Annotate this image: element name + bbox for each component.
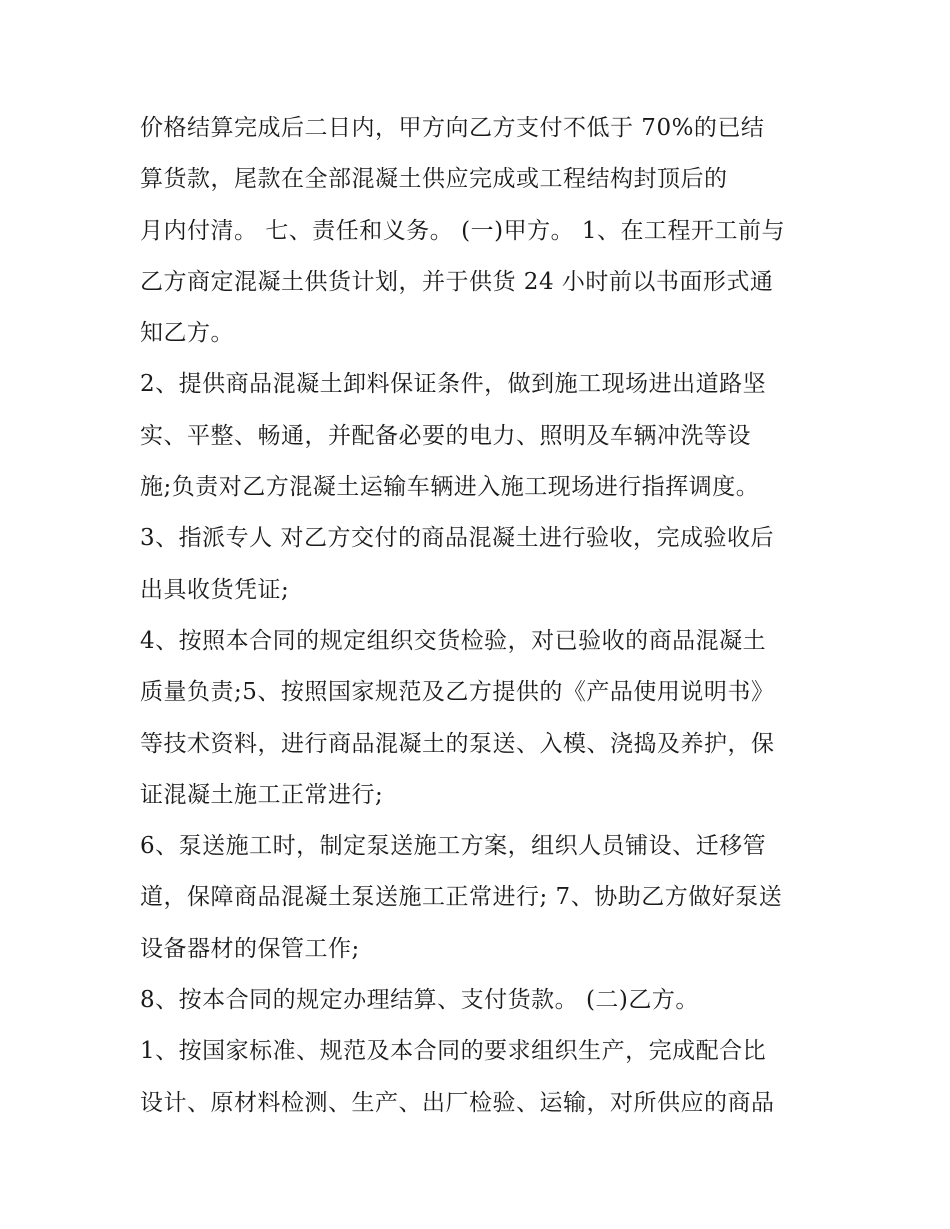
text-line: 月内付清。 七、责任和义务。 (一)甲方。 1、在工程开工前与 — [140, 217, 786, 244]
text-line: 施;负责对乙方混凝土运输车辆进入施工现场进行指挥调度。 — [140, 474, 760, 501]
text-line: 质量负责;5、按照国家规范及乙方提供的《产品使用说明书》 — [140, 679, 775, 706]
text-line: 证混凝土施工正常进行; — [140, 781, 384, 808]
text-line: 设备器材的保管工作; — [140, 935, 360, 962]
text-line: 2、提供商品混凝土卸料保证条件，做到施工现场进出道路坚 — [140, 371, 767, 398]
text-line: 道，保障商品混凝土泵送施工正常进行; 7、协助乙方做好泵送 — [140, 884, 783, 911]
text-line: 等技术资料，进行商品混凝土的泵送、入模、浇捣及养护，保 — [140, 730, 775, 757]
text-line: 乙方商定混凝土供货计划，并于供货 24 小时前以书面形式通 — [140, 268, 774, 295]
text-line: 6、泵送施工时，制定泵送施工方案，组织人员铺设、迁移管 — [140, 833, 767, 860]
text-line: 知乙方。 — [140, 320, 234, 347]
text-line: 出具收货凭证; — [140, 576, 290, 603]
text-line: 算货款，尾款在全部混凝土供应完成或工程结构封顶后的 — [140, 166, 728, 193]
text-line: 8、按本合同的规定办理结算、支付货款。 (二)乙方。 — [140, 987, 699, 1014]
document-body — [140, 103, 830, 1129]
text-line: 3、指派专人 对乙方交付的商品混凝土进行验收，完成验收后 — [140, 525, 774, 552]
text-line: 设计、原材料检测、生产、出厂检验、运输，对所供应的商品 — [140, 1089, 775, 1116]
text-line: 价格结算完成后二日内，甲方向乙方支付不低于 70%的已结 — [140, 115, 765, 141]
text-line: 4、按照本合同的规定组织交货检验，对已验收的商品混凝土 — [140, 627, 767, 654]
text-line: 1、按国家标准、规范及本合同的要求组织生产，完成配合比 — [140, 1038, 767, 1065]
text-line: 实、平整、畅通，并配备必要的电力、照明及车辆冲洗等设 — [140, 422, 751, 449]
